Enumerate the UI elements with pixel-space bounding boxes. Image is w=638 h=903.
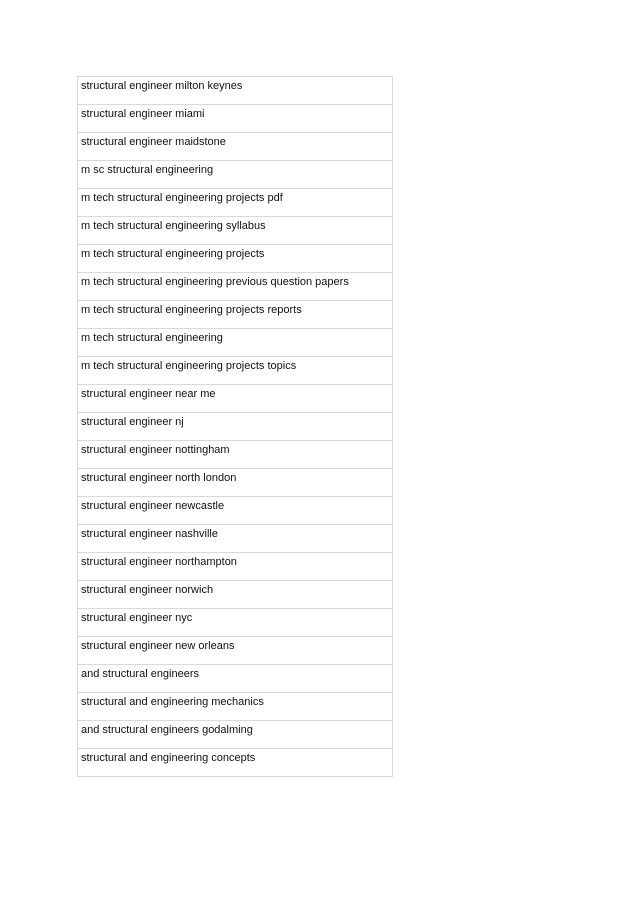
- table-row: [78, 497, 393, 525]
- table-row: [78, 749, 393, 777]
- table-row: [78, 609, 393, 637]
- table-row: [78, 189, 393, 217]
- keyword-cell: m tech structural engineering projects topics: [78, 357, 393, 385]
- table-row: [78, 77, 393, 105]
- keyword-cell: structural engineer maidstone: [78, 133, 393, 161]
- keyword-cell: and structural engineers: [78, 665, 393, 693]
- keyword-cell: m tech structural engineering: [78, 329, 393, 357]
- keyword-cell: structural engineer miami: [78, 105, 393, 133]
- keyword-cell: structural engineer nj: [78, 413, 393, 441]
- keyword-cell: structural engineer northampton: [78, 553, 393, 581]
- table-row: [78, 665, 393, 693]
- table-row: [78, 301, 393, 329]
- keyword-cell: m tech structural engineering syllabus: [78, 217, 393, 245]
- keyword-cell: structural engineer nashville: [78, 525, 393, 553]
- table-row: [78, 357, 393, 385]
- table-row: [78, 469, 393, 497]
- keyword-cell: and structural engineers godalming: [78, 721, 393, 749]
- keyword-cell: structural and engineering concepts: [78, 749, 393, 777]
- keyword-cell: structural engineer near me: [78, 385, 393, 413]
- keyword-cell: structural engineer nyc: [78, 609, 393, 637]
- keyword-cell: m tech structural engineering previous question papers: [78, 273, 393, 301]
- keyword-table-body: [78, 77, 393, 777]
- keyword-cell: m tech structural engineering projects: [78, 245, 393, 273]
- table-row: [78, 385, 393, 413]
- keyword-cell: structural engineer north london: [78, 469, 393, 497]
- table-row: [78, 329, 393, 357]
- keyword-cell: structural engineer new orleans: [78, 637, 393, 665]
- keyword-cell: m tech structural engineering projects reports: [78, 301, 393, 329]
- table-row: [78, 133, 393, 161]
- keyword-cell: m tech structural engineering projects pdf: [78, 189, 393, 217]
- table-row: [78, 553, 393, 581]
- table-row: [78, 525, 393, 553]
- keyword-cell: structural and engineering mechanics: [78, 693, 393, 721]
- table-row: [78, 245, 393, 273]
- table-row: [78, 441, 393, 469]
- table-row: [78, 693, 393, 721]
- table-row: [78, 161, 393, 189]
- keyword-cell: m sc structural engineering: [78, 161, 393, 189]
- table-row: [78, 721, 393, 749]
- keyword-table: [77, 76, 393, 777]
- keyword-cell: structural engineer newcastle: [78, 497, 393, 525]
- keyword-cell: structural engineer nottingham: [78, 441, 393, 469]
- table-row: [78, 217, 393, 245]
- table-row: [78, 273, 393, 301]
- keyword-cell: structural engineer norwich: [78, 581, 393, 609]
- table-row: [78, 105, 393, 133]
- table-row: [78, 413, 393, 441]
- table-row: [78, 637, 393, 665]
- keyword-cell: structural engineer milton keynes: [78, 77, 393, 105]
- table-row: [78, 581, 393, 609]
